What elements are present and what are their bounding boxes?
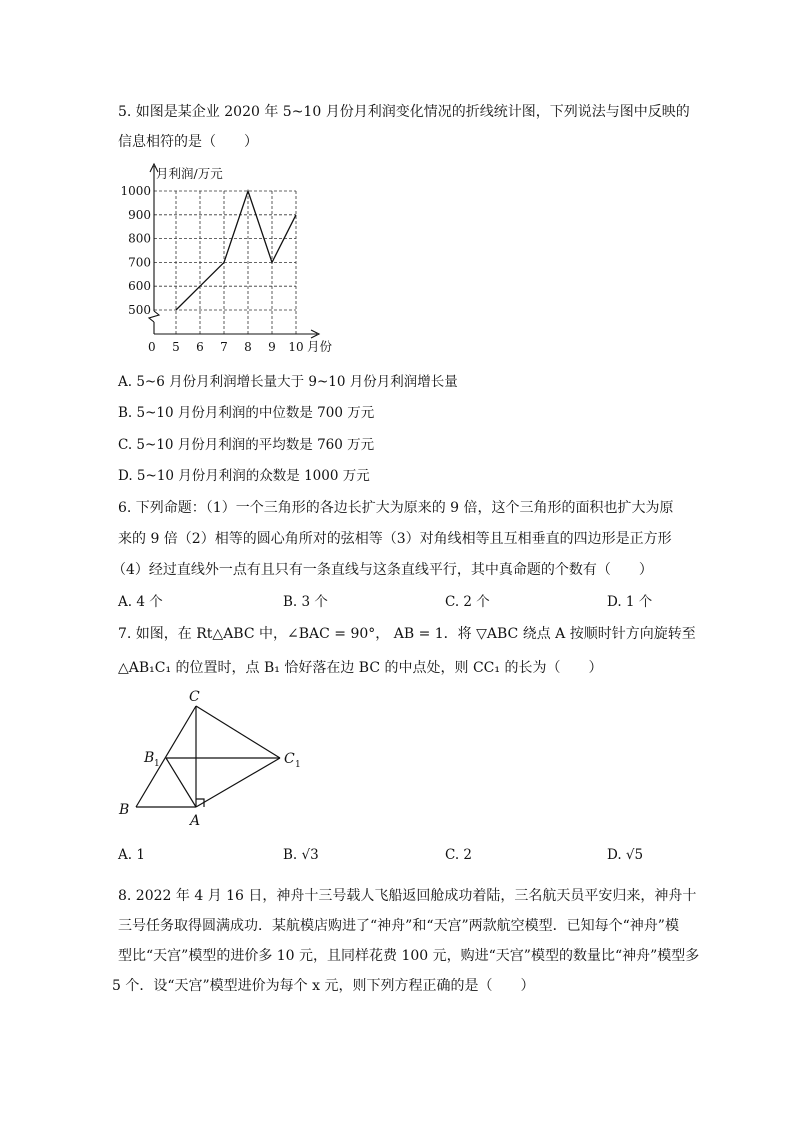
y-tick-label: 500 bbox=[128, 303, 151, 317]
profit-line-chart bbox=[118, 158, 348, 360]
y-tick-label: 600 bbox=[128, 279, 151, 294]
chart-axes bbox=[149, 164, 319, 338]
q8-stem-line-3: 型比“天宫”模型的进价多 10 元，且同样花费 100 元，购进“天宫”模型的数量比“神舟”模型多 bbox=[118, 948, 700, 964]
x-tick-label: 10 bbox=[288, 340, 304, 354]
q5-option-a: A. 5~6 月份月利润增长量大于 9~10 月份月利润增长量 bbox=[118, 374, 458, 390]
label-b1: B bbox=[144, 750, 155, 766]
q5-option-b: B. 5~10 月份月利润的中位数是 700 万元 bbox=[118, 405, 375, 421]
x-tick-label: 9 bbox=[268, 340, 276, 354]
triangle-rotation-figure bbox=[110, 688, 310, 828]
q7-option-b: B. √3 bbox=[283, 847, 319, 863]
q5-stem-line-2: 信息相符的是（ ） bbox=[118, 134, 258, 150]
segment-b1a bbox=[166, 758, 196, 807]
q6-option-d: D. 1 个 bbox=[607, 594, 653, 610]
label-b1-sub: 1 bbox=[154, 759, 160, 769]
x-tick-label: 6 bbox=[196, 340, 204, 354]
chart-grid bbox=[154, 191, 296, 334]
x-tick-label: 7 bbox=[220, 340, 228, 354]
x-tick-label: 8 bbox=[244, 340, 252, 354]
segment-cc1 bbox=[196, 706, 280, 758]
q6-option-a: A. 4 个 bbox=[118, 594, 163, 610]
q6-option-b: B. 3 个 bbox=[283, 594, 328, 610]
label-a: A bbox=[190, 813, 201, 828]
q6-stem-line-2: 来的 9 倍（2）相等的圆心角所对的弦相等（3）对角线相等且互相垂直的四边形是正方形 bbox=[118, 531, 672, 547]
origin-label: 0 bbox=[148, 340, 156, 354]
q8-stem-line-4: 5 个．设“天宫”模型进价为每个 x 元，则下列方程正确的是（ ） bbox=[112, 978, 535, 994]
y-tick-label: 700 bbox=[128, 255, 151, 270]
q8-stem-line-1: 8. 2022 年 4 月 16 日，神舟十三号载人飞船返回舱成功着陆，三名航天员平安归来，神舟十 bbox=[118, 888, 697, 904]
profit-series-line bbox=[176, 191, 296, 310]
label-c: C bbox=[189, 689, 200, 705]
label-c1-sub: 1 bbox=[295, 760, 301, 770]
y-tick-label: 900 bbox=[128, 207, 151, 222]
q6-stem-line-3: （4）经过直线外一点有且只有一条直线与这条直线平行，其中真命题的个数有（ ） bbox=[112, 562, 653, 578]
q6-option-c: C. 2 个 bbox=[445, 594, 490, 610]
y-tick-label: 1000 bbox=[120, 184, 151, 198]
q7-stem-line-1: 7. 如图，在 Rt△ABC 中，∠BAC = 90°， AB = 1．将 ▽ABC 绕点 A 按顺时针方向旋转至 bbox=[118, 626, 696, 642]
q5-option-c: C. 5~10 月份月利润的平均数是 760 万元 bbox=[118, 437, 375, 453]
x-axis-label: 月份 bbox=[307, 339, 333, 354]
y-tick-label: 800 bbox=[128, 231, 151, 246]
q6-stem-line-1: 6. 下列命题：（1）一个三角形的各边长扩大为原来的 9 倍，这个三角形的面积也扩大为原 bbox=[118, 500, 674, 516]
q8-stem-line-2: 三号任务取得圆满成功．某航模店购进了“神舟”和“天宫”两款航空模型．已知每个“神舟”模 bbox=[118, 918, 679, 934]
q7-stem-line-2: △AB₁C₁ 的位置时，点 B₁ 恰好落在边 BC 的中点处，则 CC₁ 的长为（ ） bbox=[118, 660, 603, 676]
label-c1: C bbox=[284, 751, 295, 767]
q7-option-a: A. 1 bbox=[118, 847, 145, 863]
x-tick-label: 5 bbox=[172, 340, 180, 354]
q7-option-c: C. 2 bbox=[445, 847, 473, 863]
q7-option-d: D. √5 bbox=[607, 847, 644, 863]
chart-tick-labels bbox=[120, 184, 303, 354]
y-axis-label: 月利润/万元 bbox=[156, 166, 223, 181]
label-b: B bbox=[119, 802, 130, 818]
segment-ac1 bbox=[196, 758, 280, 807]
q5-stem-line-1: 5. 如图是某企业 2020 年 5~10 月份月利润变化情况的折线统计图，下列说法与图中反映的 bbox=[118, 104, 690, 120]
q5-option-d: D. 5~10 月份月利润的众数是 1000 万元 bbox=[118, 468, 370, 484]
chart-series bbox=[176, 191, 296, 310]
